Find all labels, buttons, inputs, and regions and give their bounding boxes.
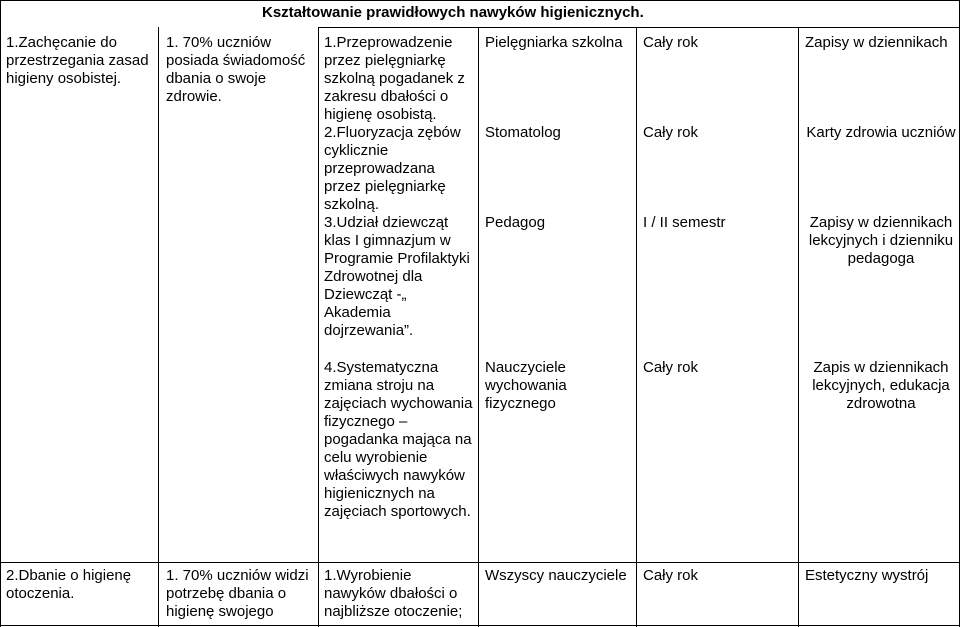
evaluation-cell: Zapis w dziennikach lekcyjnych, edukacja zdrowotna (812, 359, 950, 412)
col-border-2 (318, 27, 319, 627)
action-cell: 4.Systematyczna zmiana stroju na zajęciach wychowania fizycznego – pogadanka mająca na celu wyrobienie właściwych nawyków higienicznych na zajęciach sportowych. (324, 359, 473, 520)
when-cell: Cały rok (643, 34, 699, 51)
table-title: Kształtowanie prawidłowych nawyków higienicznych. (262, 4, 644, 21)
table-bottom-border (0, 625, 960, 626)
action-cell: 1.Wyrobienie nawyków dbałości o najbliższe otoczenie; (324, 567, 463, 620)
col-border-0 (0, 0, 1, 627)
when-cell: Cały rok (643, 359, 699, 376)
goal-cell: 1.Zachęcanie do przestrzegania zasad higieny osobistej. (6, 34, 149, 87)
row-separator (0, 562, 960, 563)
action-cell: 3.Udział dziewcząt klas I gimnazjum w Programie Profilaktyki Zdrowotnej dla Dziewcząt -„ Akademia dojrzewania”. (324, 214, 470, 339)
action-cell: 2.Fluoryzacja zębów cyklicznie przeprowadzana przez pielęgniarkę szkolną. (324, 124, 461, 213)
who-cell: Stomatolog (485, 124, 561, 141)
when-cell: I / II semestr (643, 214, 726, 231)
who-cell: Nauczyciele wychowania fizycznego (485, 359, 567, 412)
col-border-4 (636, 27, 637, 627)
goal-cell: 2.Dbanie o higienę otoczenia. (6, 567, 132, 602)
evaluation-cell: Zapisy w dziennikach lekcyjnych i dzienniku pedagoga (808, 214, 954, 267)
outcome-cell: 1. 70% uczniów posiada świadomość dbania o swoje zdrowie. (166, 34, 306, 105)
who-cell: Wszyscy nauczyciele (485, 567, 627, 584)
evaluation-cell: Zapisy w dziennikach (805, 34, 948, 51)
col-border-1 (158, 27, 159, 627)
evaluation-cell: Karty zdrowia uczniów (806, 124, 956, 141)
action-cell: 1.Przeprowadzenie przez pielęgniarkę szkolną pogadanek z zakresu dbałości o higienę osobistą. (324, 34, 465, 123)
outcome-cell: 1. 70% uczniów widzi potrzebę dbania o higienę swojego (166, 567, 309, 620)
when-cell: Cały rok (643, 567, 699, 584)
evaluation-cell: Estetyczny wystrój (805, 567, 929, 584)
who-cell: Pedagog (485, 214, 546, 231)
when-cell: Cały rok (643, 124, 699, 141)
col-border-3 (478, 27, 479, 627)
col-border-5 (798, 27, 799, 627)
who-cell: Pielęgniarka szkolna (485, 34, 623, 51)
header-separator (318, 27, 960, 28)
table-top-border (0, 0, 960, 1)
